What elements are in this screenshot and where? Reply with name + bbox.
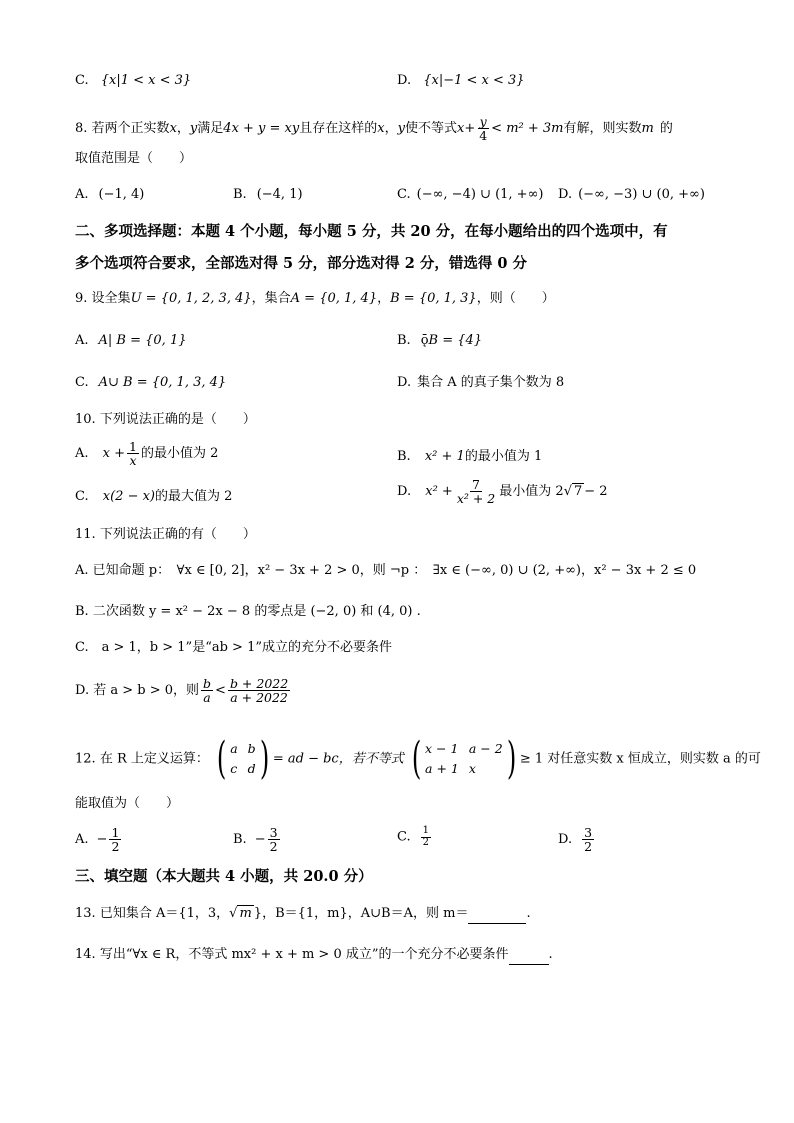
- q12-stem-line2: 能取值为（ ）: [75, 796, 180, 811]
- q11-stem: 11. 下列说法正确的有（ ）: [75, 527, 256, 542]
- q9-option-c: C. A∪ B = {0, 1, 3, 4}: [75, 375, 227, 390]
- q12-option-c: C. $\frac{1}{2}$: [397, 825, 429, 848]
- q9-stem: 9. 设全集U = {0, 1, 2, 3, 4}，集合A = {0, 1, 4}，B = {0, 1, 3}，则（ ）: [75, 291, 555, 306]
- q7-option-c: C. {x|1 < x < 3}: [75, 73, 192, 88]
- q9-option-d: D. 集合 A 的真子集个数为 8: [397, 375, 565, 390]
- q10-option-d: D. x² + $\frac{7}{\text{x² + 2}}$ 最小值为 2√ 7 − 2: [397, 477, 608, 507]
- section2-title-line1: 二、多项选择题：本题 4 个小题，每小题 5 分，共 20 分，在每小题给出的四个选项中，有: [75, 223, 668, 240]
- q10-option-a: A. x + $\frac{1}{x}$ 的最小值为 2: [75, 439, 219, 469]
- q10-option-b: B. x² + 1的最小值为 1: [397, 449, 543, 464]
- q8-option-a: A. (−1, 4): [75, 187, 145, 202]
- q10-option-c: C. x(2 − x)的最大值为 2: [75, 489, 233, 504]
- q8-stem-line2: 取值范围是（ ）: [75, 151, 193, 166]
- q11-option-b: B. 二次函数 y = x² − 2x − 8 的零点是 (−2, 0) 和 (4, 0) .: [75, 604, 421, 619]
- q13-answer-blank[interactable]: [468, 905, 526, 924]
- section2-title-line2: 多个选项符合要求，全部选对得 5 分，部分选对得 2 分，错选得 0 分: [75, 255, 528, 272]
- q11-option-a: A. 已知命题 p： ∀x ∈ [0, 2]，x² − 3x + 2 > 0，则 ¬p ： ∃x ∈ (−∞, 0) ∪ (2, +∞)，x² − 3x + 2 ≤ 0: [75, 563, 697, 578]
- q8-option-d: D. (−∞, −3) ∪ (0, +∞): [558, 187, 705, 202]
- q8-option-c: C. (−∞, −4) ∪ (1, +∞): [397, 187, 544, 202]
- q12-matrix-abcd: ( a b c d ): [216, 733, 269, 784]
- q12-option-a: A. − $\frac{1}{2}$: [75, 825, 120, 855]
- q8-option-b: B. (−4, 1): [233, 187, 303, 202]
- q13-stem: 13. 已知集合 A＝{1，3，√ m }，B＝{1，m}，A∪B＝A，则 m＝ .: [75, 905, 531, 924]
- q7-option-d: D. {x|−1 < x < 3}: [397, 73, 525, 88]
- q14-answer-blank[interactable]: [509, 946, 549, 965]
- q12-matrix-x: ( x − 1 a − 2 a + 1 x ): [411, 733, 516, 784]
- q12-option-b: B. − $\frac{3}{2}$: [233, 825, 278, 855]
- q10-stem: 10. 下列说法正确的是（ ）: [75, 412, 256, 427]
- q8-fraction: $\frac{y}{4}$: [479, 114, 488, 144]
- q8-stem: 8. 若两个正实数x，y满足4x + y = xy且存在这样的x，y使不等式x+ $\frac{y}{4}$ < m² + 3m有解，则实数m 的: [75, 114, 673, 144]
- q9-option-b: B. ǭB = {4}: [397, 333, 483, 348]
- q11-option-d: D. 若 a > b > 0，则 $\frac{b}{a}$ < $\frac{b + 2022}{a + 2022}$: [75, 676, 289, 706]
- section3-title: 三、填空题（本大题共 4 小题，共 20.0 分）: [75, 868, 373, 885]
- q12-stem: 12. 在 R 上定义运算： ( a b c d ) = ad − bc，若不等式 ( x − 1 a − 2 a + 1 x ) ≥ 1 对任意实数 x 恒成立，则实数 a 的可: [75, 733, 761, 784]
- q9-option-a: A. A| B = {0, 1}: [75, 333, 187, 348]
- q12-option-d: D. $\frac{3}{2}$: [558, 825, 593, 855]
- q14-stem: 14. 写出“∀x ∈ R，不等式 mx² + x + m > 0 成立”的一个充分不必要条件 .: [75, 946, 553, 965]
- q11-option-c: C. a > 1，b > 1”是“ab > 1”成立的充分不必要条件: [75, 640, 392, 655]
